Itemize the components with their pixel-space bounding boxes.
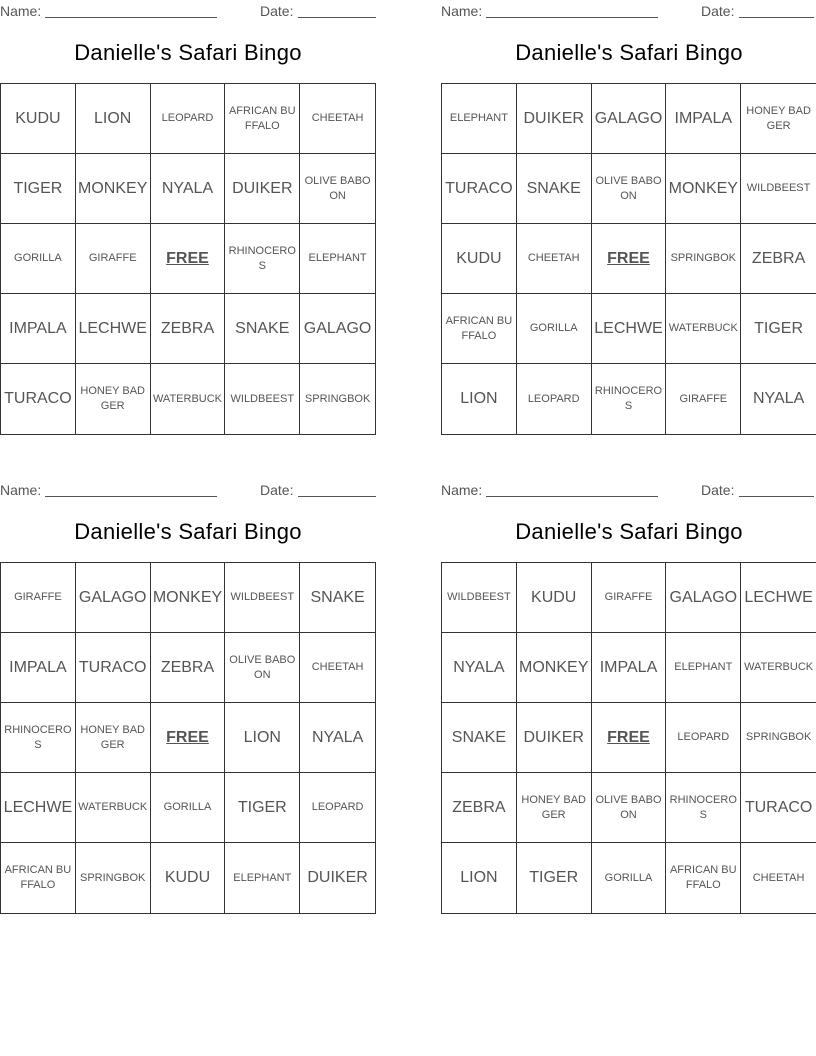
bingo-grid — [441, 83, 816, 435]
bingo-cell[interactable]: TURACO — [442, 154, 517, 224]
date-field[interactable] — [298, 496, 376, 497]
name-field[interactable] — [486, 496, 658, 497]
bingo-grid — [441, 562, 816, 914]
bingo-card — [441, 0, 816, 440]
bingo-cell[interactable]: RHINOCEROS — [666, 773, 741, 843]
bingo-cell[interactable]: LEOPARD — [666, 703, 741, 773]
bingo-cell[interactable]: HONEY BADGER — [741, 84, 816, 154]
bingo-cell[interactable]: GIRAFFE — [1, 563, 76, 633]
bingo-cell[interactable]: GIRAFFE — [666, 364, 741, 434]
name-field[interactable] — [45, 496, 217, 497]
bingo-cell[interactable]: OLIVE BABOON — [300, 154, 375, 224]
date-field[interactable] — [739, 17, 814, 18]
date-label: Date: — [260, 3, 294, 19]
bingo-cell[interactable]: TURACO — [741, 773, 816, 843]
bingo-cell[interactable]: CHEETAH — [300, 84, 375, 154]
bingo-cell[interactable]: MONKEY — [76, 154, 151, 224]
card-title: Danielle's Safari Bingo — [74, 40, 302, 65]
bingo-cell[interactable]: GORILLA — [151, 773, 226, 843]
bingo-cell[interactable]: SNAKE — [517, 154, 592, 224]
bingo-cell[interactable]: LION — [76, 84, 151, 154]
bingo-cell[interactable]: HONEY BADGER — [76, 364, 151, 434]
card-title: Danielle's Safari Bingo — [515, 519, 743, 544]
bingo-cell[interactable]: LION — [442, 843, 517, 913]
bingo-cell[interactable]: RHINOCEROS — [1, 703, 76, 773]
bingo-cell[interactable]: LEOPARD — [300, 773, 375, 843]
bingo-card — [0, 479, 376, 919]
bingo-cell[interactable]: TURACO — [1, 364, 76, 434]
name-label: Name: — [0, 482, 42, 498]
bingo-cell[interactable]: LEOPARD — [517, 364, 592, 434]
bingo-cell[interactable]: ELEPHANT — [666, 633, 741, 703]
free-space-cell[interactable]: FREE — [151, 703, 226, 773]
bingo-cell[interactable]: WILDBEEST — [442, 563, 517, 633]
bingo-cell[interactable]: DUIKER — [225, 154, 300, 224]
date-label: Date: — [260, 482, 294, 498]
free-space-cell[interactable]: FREE — [592, 703, 667, 773]
bingo-cell[interactable]: CHEETAH — [752, 871, 805, 884]
bingo-card — [441, 479, 816, 919]
bingo-cell[interactable]: SPRINGBOK — [741, 703, 816, 773]
bingo-cell[interactable]: MONKEY — [666, 154, 741, 224]
bingo-cell[interactable]: KUDU — [442, 224, 517, 294]
bingo-cell[interactable]: NYALA — [442, 633, 517, 703]
bingo-cell[interactable]: IMPALA — [666, 84, 741, 154]
bingo-cell[interactable]: CHEETAH — [517, 224, 592, 294]
bingo-cell[interactable]: MONKEY — [517, 633, 592, 703]
bingo-cell[interactable]: ZEBRA — [741, 224, 816, 294]
name-label: Name: — [441, 482, 483, 498]
bingo-cell[interactable]: SNAKE — [225, 294, 300, 364]
bingo-cell[interactable]: ZEBRA — [151, 294, 226, 364]
bingo-cell[interactable]: GORILLA — [1, 224, 76, 294]
bingo-cell[interactable]: SPRINGBOK — [76, 843, 151, 913]
bingo-cell[interactable]: HONEY BADGER — [76, 703, 151, 773]
bingo-cell[interactable]: LION — [225, 703, 300, 773]
bingo-cell[interactable]: LECHWE — [592, 294, 667, 364]
name-label: Name: — [441, 3, 483, 19]
bingo-cell[interactable]: AFRICAN BUFFALO — [1, 843, 76, 913]
card-header — [0, 479, 376, 501]
name-field[interactable] — [45, 17, 217, 18]
bingo-cell[interactable]: WATERBUCK — [76, 773, 151, 843]
bingo-cell[interactable]: WILDBEEST — [225, 364, 300, 434]
bingo-cell[interactable]: SNAKE — [442, 703, 517, 773]
bingo-grid — [0, 83, 376, 435]
bingo-cell[interactable]: DUIKER — [517, 84, 592, 154]
bingo-cell[interactable]: LECHWE — [76, 294, 151, 364]
bingo-cell[interactable]: HONEY BADGER — [517, 773, 592, 843]
bingo-cell[interactable]: TIGER — [1, 154, 76, 224]
bingo-cell[interactable]: TIGER — [225, 773, 300, 843]
name-field[interactable] — [486, 17, 658, 18]
bingo-cell[interactable]: OLIVE BABOON — [592, 773, 667, 843]
bingo-cell[interactable]: ELEPHANT — [300, 224, 375, 294]
free-space-cell[interactable]: FREE — [592, 224, 667, 294]
bingo-cell[interactable]: GALAGO — [76, 563, 151, 633]
bingo-cell[interactable]: GALAGO — [666, 563, 741, 633]
bingo-cell[interactable]: SPRINGBOK — [304, 392, 371, 405]
date-field[interactable] — [298, 17, 376, 18]
bingo-card — [0, 0, 376, 440]
bingo-cell[interactable]: LECHWE — [741, 563, 816, 633]
bingo-cell[interactable]: RHINOCEROS — [225, 224, 300, 294]
bingo-cell[interactable]: TIGER — [741, 294, 816, 364]
bingo-cell[interactable]: GIRAFFE — [592, 563, 667, 633]
card-header — [441, 0, 816, 22]
bingo-cell[interactable]: CHEETAH — [300, 633, 375, 703]
bingo-grid — [0, 562, 376, 914]
bingo-cell[interactable]: AFRICAN BUFFALO — [666, 843, 741, 913]
bingo-cell[interactable]: GIRAFFE — [76, 224, 151, 294]
bingo-cell[interactable]: WILDBEEST — [741, 154, 816, 224]
card-title: Danielle's Safari Bingo — [515, 40, 743, 65]
bingo-cell[interactable]: AFRICAN BUFFALO — [442, 294, 517, 364]
card-title: Danielle's Safari Bingo — [74, 519, 302, 544]
bingo-cell[interactable]: KUDU — [151, 843, 226, 913]
bingo-cell[interactable]: NYALA — [752, 390, 805, 408]
date-label: Date: — [701, 482, 735, 498]
bingo-cell[interactable]: GORILLA — [517, 294, 592, 364]
bingo-cell[interactable]: ZEBRA — [151, 633, 226, 703]
name-label: Name: — [0, 3, 42, 19]
bingo-cell[interactable]: DUIKER — [517, 703, 592, 773]
bingo-cell[interactable]: IMPALA — [1, 294, 76, 364]
bingo-cell[interactable]: ELEPHANT — [225, 843, 300, 913]
bingo-cell[interactable]: GALAGO — [300, 294, 375, 364]
bingo-cell[interactable]: TURACO — [76, 633, 151, 703]
bingo-cell[interactable]: WATERBUCK — [666, 294, 741, 364]
bingo-cell[interactable]: GORILLA — [592, 843, 667, 913]
card-header — [0, 0, 376, 22]
bingo-cell[interactable]: NYALA — [151, 154, 226, 224]
bingo-cell[interactable]: KUDU — [1, 84, 76, 154]
bingo-cell[interactable]: LION — [442, 364, 517, 434]
bingo-cell[interactable]: OLIVE BABOON — [592, 154, 667, 224]
date-label: Date: — [701, 3, 735, 19]
bingo-cell[interactable]: ZEBRA — [442, 773, 517, 843]
bingo-cell[interactable]: IMPALA — [1, 633, 76, 703]
bingo-cell[interactable]: RHINOCEROS — [592, 364, 667, 434]
bingo-cell[interactable]: NYALA — [300, 703, 375, 773]
bingo-cell[interactable]: TIGER — [517, 843, 592, 913]
bingo-cell[interactable]: ELEPHANT — [442, 84, 517, 154]
bingo-cell[interactable]: AFRICAN BUFFALO — [225, 84, 300, 154]
bingo-cell[interactable]: GALAGO — [592, 84, 667, 154]
date-field[interactable] — [739, 496, 814, 497]
bingo-cell[interactable]: IMPALA — [592, 633, 667, 703]
bingo-cell[interactable]: SNAKE — [300, 563, 375, 633]
bingo-cell[interactable]: OLIVE BABOON — [225, 633, 300, 703]
bingo-cell[interactable]: KUDU — [517, 563, 592, 633]
bingo-cell[interactable]: SPRINGBOK — [666, 224, 741, 294]
bingo-cell[interactable]: LEOPARD — [151, 84, 226, 154]
bingo-cell[interactable]: WATERBUCK — [151, 364, 226, 434]
bingo-cell[interactable]: DUIKER — [307, 869, 368, 887]
bingo-cell[interactable]: WILDBEEST — [225, 563, 300, 633]
card-header — [441, 479, 816, 501]
free-space-cell[interactable]: FREE — [151, 224, 226, 294]
bingo-cell[interactable]: LECHWE — [1, 773, 76, 843]
bingo-cell[interactable]: WATERBUCK — [741, 633, 816, 703]
bingo-cell[interactable]: MONKEY — [151, 563, 226, 633]
